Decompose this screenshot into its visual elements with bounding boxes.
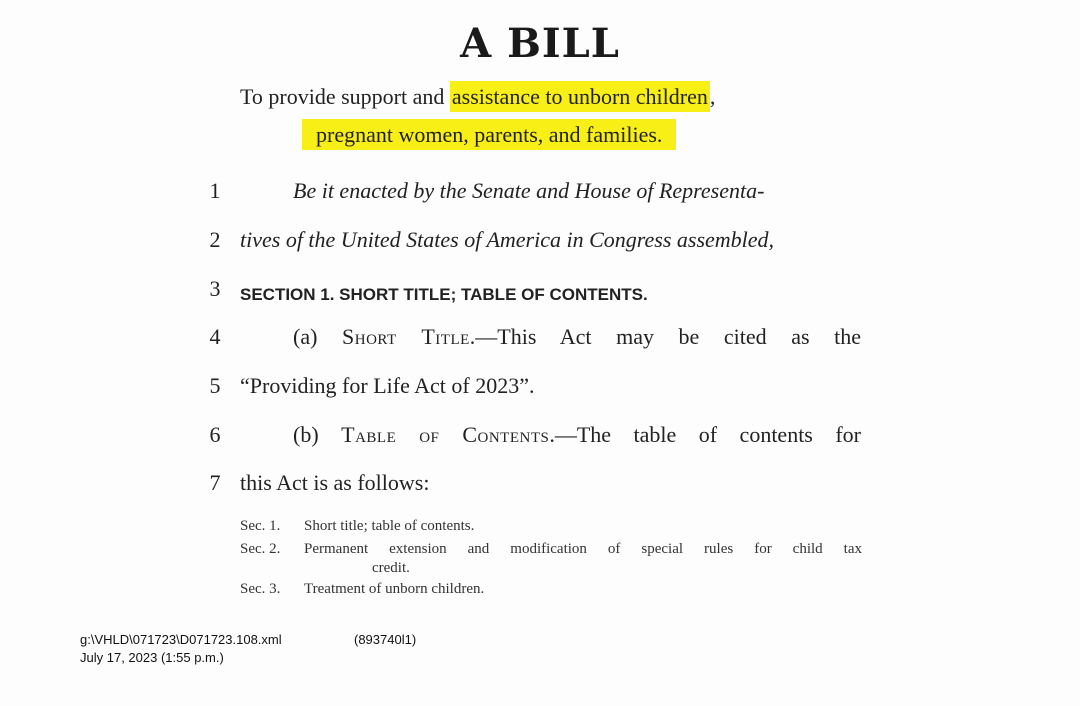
line-number: 2 <box>209 227 221 252</box>
bill-line-3 <box>0 276 1080 306</box>
section-heading-wrap <box>240 276 861 302</box>
purpose-line-1 <box>240 84 715 110</box>
bill-line-5 <box>0 373 1080 403</box>
purpose-text: To provide support and <box>240 84 450 109</box>
enacting-clause: tives of the United States of America in Congress assembled, <box>240 227 775 252</box>
line-number: 7 <box>209 470 221 495</box>
bill-line-7 <box>0 470 1080 500</box>
toc-section-title-continuation: credit. <box>372 560 410 576</box>
toc-section-number: Sec. 1. <box>240 518 281 534</box>
enacting-clause: Be it enacted by the Senate and House of Representa- <box>293 178 765 203</box>
file-path: g:\VHLD\071723\D071723.108.xml <box>80 632 282 647</box>
subsection-heading: Table of Contents <box>341 422 550 447</box>
purpose-text-comma: , <box>709 84 716 109</box>
highlighted-text: assistance to unborn children <box>450 81 710 112</box>
toc-section-number: Sec. 2. <box>240 541 281 557</box>
line-number: 3 <box>209 276 221 301</box>
bill-line-1 <box>0 178 1080 208</box>
toc-intro: this Act is as follows: <box>240 470 430 495</box>
toc-entry <box>240 578 862 601</box>
toc-section-title: Permanent extension and modification of special rules for child tax <box>304 541 862 557</box>
bill-line-6 <box>0 422 1080 452</box>
line-number: 6 <box>209 422 221 447</box>
section-heading: SECTION 1. SHORT TITLE; TABLE OF CONTENTS. <box>240 285 648 304</box>
subsection-table-of-contents: (b) Table of Contents.—The table of contents for <box>293 422 861 447</box>
toc-entry <box>240 538 862 561</box>
bill-line-2 <box>0 227 1080 257</box>
toc-section-title: Treatment of unborn children. <box>304 581 485 597</box>
purpose-line-2 <box>302 122 676 148</box>
table-of-contents <box>240 515 862 601</box>
act-name: “Providing for Life Act of 2023”. <box>240 373 535 398</box>
toc-entry <box>240 515 862 538</box>
toc-section-number: Sec. 3. <box>240 581 281 597</box>
line-number: 4 <box>209 324 221 349</box>
subsection-heading: Short Title <box>342 324 470 349</box>
toc-section-title: Short title; table of contents. <box>304 518 475 534</box>
subsection-short-title: (a) Short Title.—This Act may be cited as the <box>293 324 861 349</box>
document-date: July 17, 2023 (1:55 p.m.) <box>80 650 224 665</box>
line-number: 5 <box>209 373 221 398</box>
bill-line-4 <box>0 324 1080 354</box>
document-code: (893740l1) <box>354 632 417 647</box>
highlighted-text: pregnant women, parents, and families. <box>302 119 676 150</box>
bill-title: A BILL <box>460 20 620 67</box>
document-footer <box>80 631 500 667</box>
line-number: 1 <box>209 178 221 203</box>
